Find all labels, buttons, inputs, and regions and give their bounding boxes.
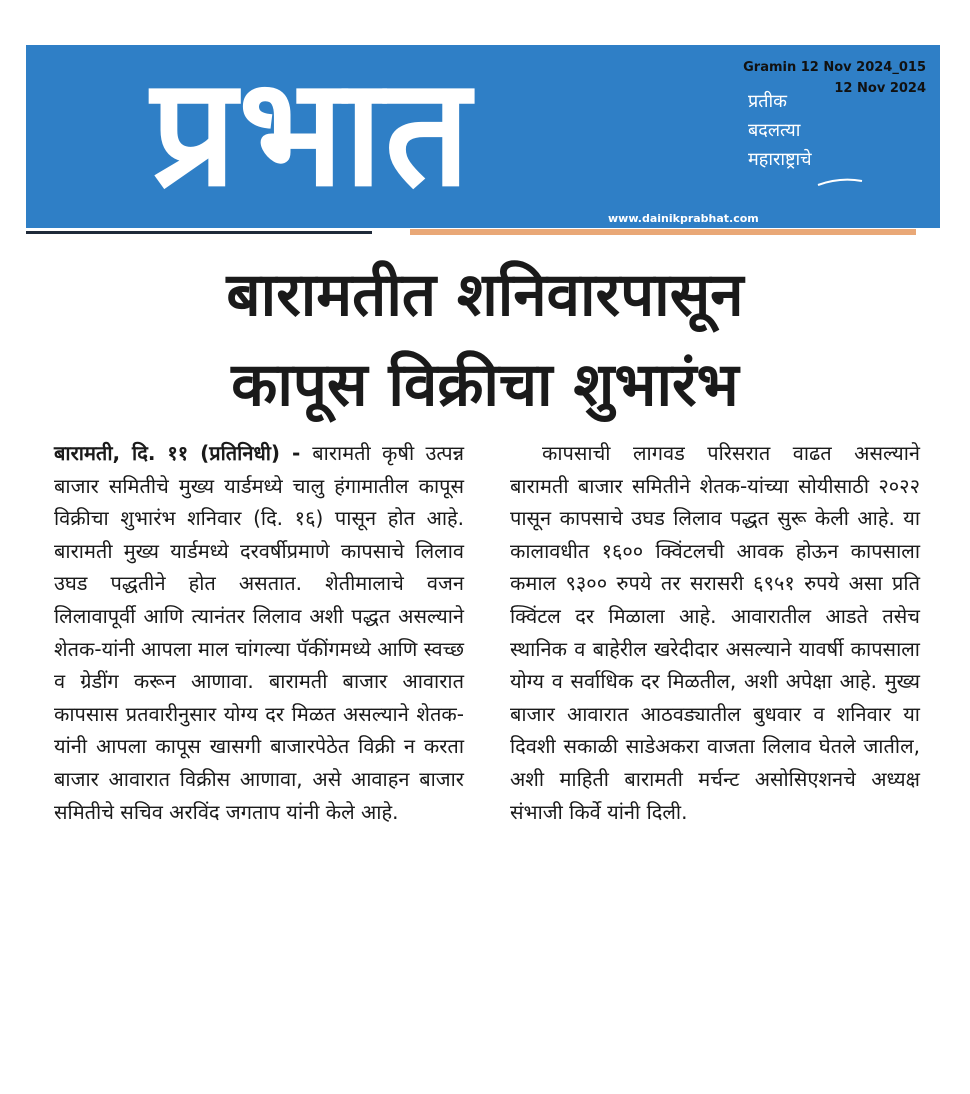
article-dateline: बारामती, दि. ११ (प्रतिनिधी) - xyxy=(54,441,313,465)
edition-info xyxy=(26,57,926,99)
edition-date: 12 Nov 2024 xyxy=(834,81,926,96)
article-body-1: बारामती कृषी उत्पन्न बाजार समितीचे मुख्य यार्डमध्ये चालु हंगामातील कापूस विक्रीचा शुभारंभ शनिवार (दि. १६) पासून होत आहे. बारामती मुख्य यार्डमध्ये दरवर्षीप्रमाणे कापसाचे लिलाव उघड पद्धतीने होत असतात. शेतीमालाचे वजन लिलावापूर्वी आणि त्यानंतर लिलाव अशी पद्धत असल्याने शेतक-यांनी आपला माल चांगल्या पॅकींगमध्ये आणि स्वच्छ व ग्रेडींग करून आणावा. बारामती बाजार आवारात कापसास प्रतवारीनुसार योग्य दर मिळत असल्याने शेतक-यांनी आपला कापूस खासगी बाजारपेठेत विक्री न करता बाजार आवारात विक्रीस आणावा, असे आवाहन बाजार समितीचे सचिव अरविंद जगताप यांनी केले आहे. xyxy=(54,441,464,824)
newspaper-logo: प्रभात xyxy=(151,44,473,220)
divider-orange xyxy=(410,229,916,235)
article-column-2 xyxy=(510,437,920,828)
article-column-1 xyxy=(54,437,464,828)
website-url: www.dainikprabhat.com xyxy=(608,212,759,225)
edition-label: Gramin 12 Nov 2024_015 xyxy=(743,60,926,75)
tagline-line-2: बदलत्या xyxy=(748,120,801,141)
masthead-banner xyxy=(26,45,940,228)
divider-dark xyxy=(26,231,372,234)
tagline-line-1: प्रतीक xyxy=(748,91,787,112)
masthead-tagline xyxy=(748,87,812,174)
tagline-line-3: महाराष्ट्राचे xyxy=(748,149,812,170)
headline-line-2: कापूस विक्रीचा शुभारंभ xyxy=(231,350,739,420)
article-body-2: कापसाची लागवड परिसरात वाढत असल्याने बारामती बाजार समितीने शेतक-यांच्या सोयीसाठी २०२२ पासून कापसाचे उघड लिलाव पद्धत सुरू केली आहे. या कालावधीत १६०० क्विंटलची आवक होऊन कापसाला कमाल ९३०० रुपये तर सरासरी ६९५१ रुपये असा प्रति क्विंटल दर मिळाला आहे. आवारातील आडते तसेच स्थानिक व बाहेरील खरेदीदार असल्याने यावर्षी कापसाला योग्य व सर्वाधिक दर मिळतील, अशी अपेक्षा आहे. मुख्य बाजार आवारात आठवड्यातील बुधवार व शनिवार या दिवशी सकाळी साडेअकरा वाजता लिलाव घेतले जातील, अशी माहिती बारामती मर्चन्ट असोसिएशनचे अध्यक्ष संभाजी किर्वे यांनी दिली. xyxy=(510,441,920,824)
headline-line-1: बारामतीत शनिवारपासून xyxy=(226,260,744,330)
swoosh-icon xyxy=(816,173,864,189)
article-headline xyxy=(0,250,970,430)
